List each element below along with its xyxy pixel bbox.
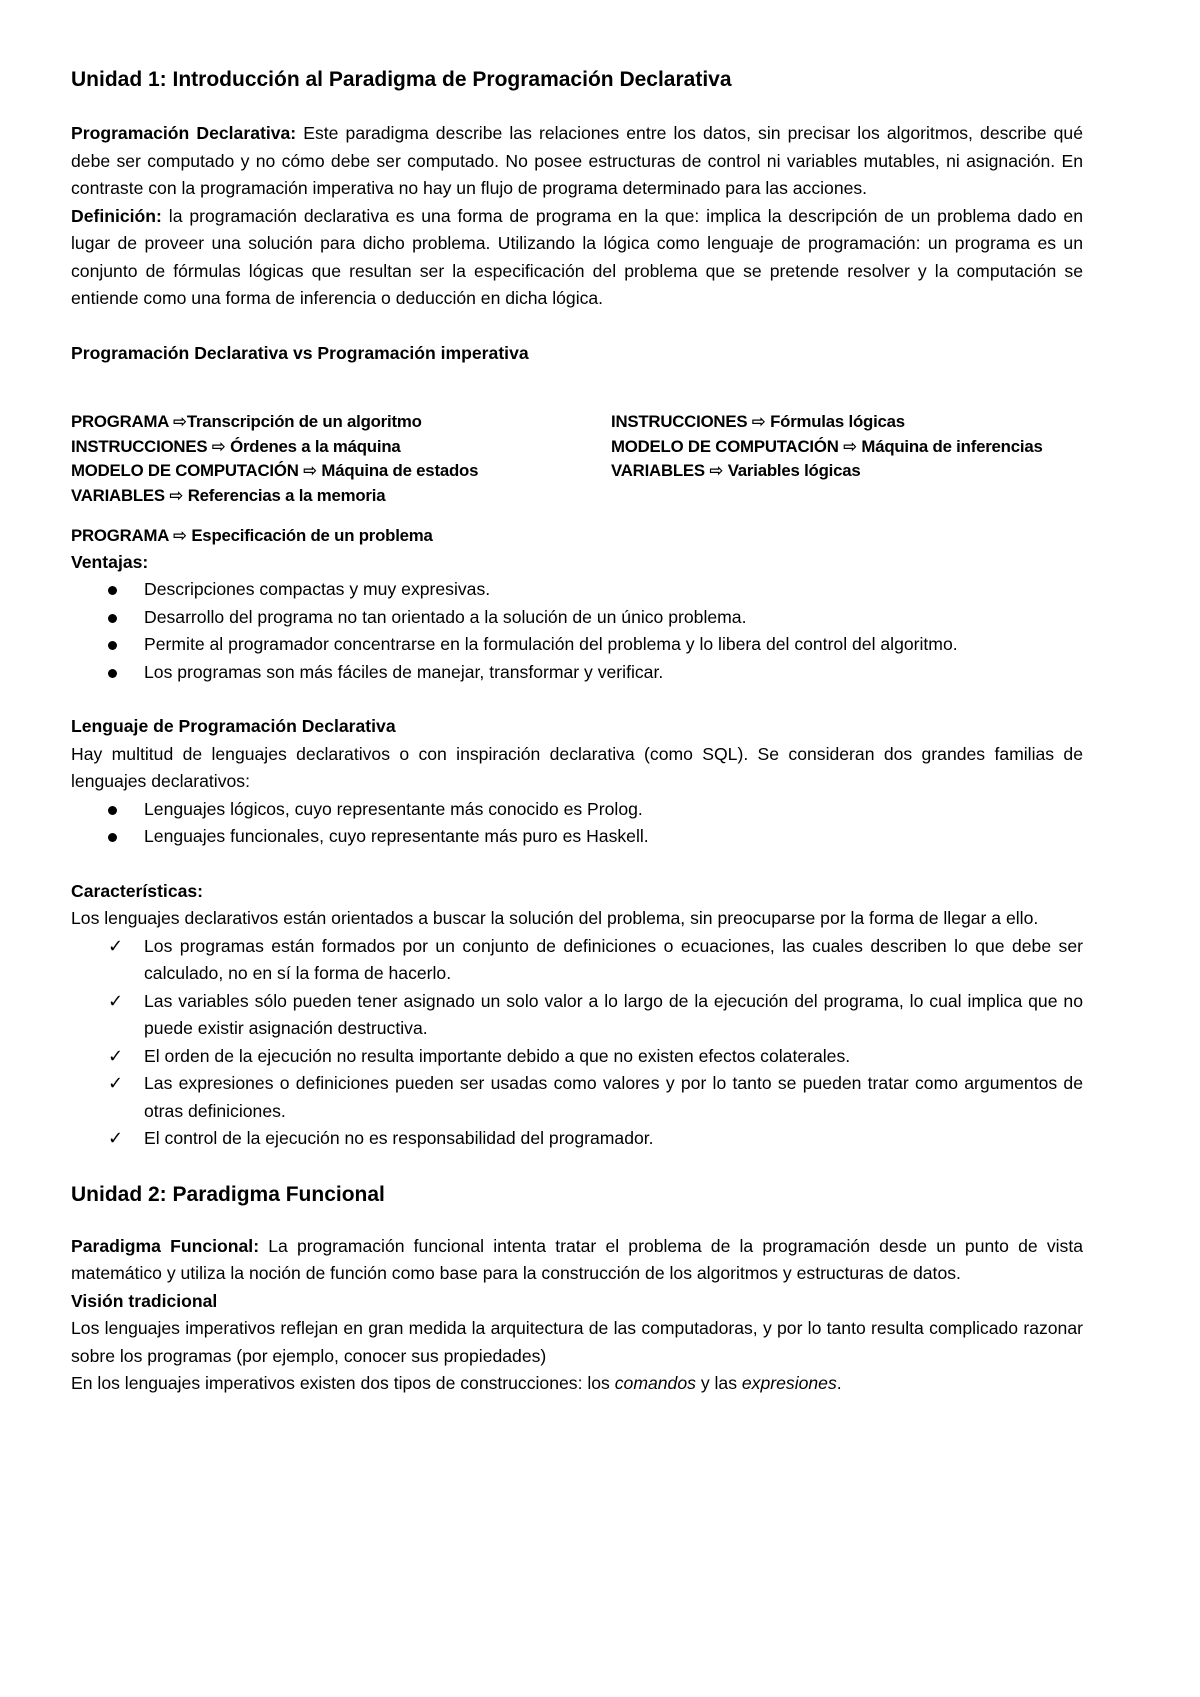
vs-heading: Programación Declarativa vs Programación imperativa (71, 342, 529, 363)
comandos-term: comandos (614, 1373, 696, 1393)
bullet-icon (108, 604, 117, 632)
bullet-icon (108, 631, 117, 659)
ventajas-list (71, 576, 1083, 686)
definition-label: Definición: (71, 205, 162, 226)
imperative-row: MODELO DE COMPUTACIÓN ⇨ Máquina de estados (71, 461, 479, 480)
declarative-column (611, 410, 1043, 484)
vision-heading: Visión tradicional (71, 1290, 218, 1311)
expresiones-term: expresiones (741, 1373, 837, 1393)
caracteristicas-heading: Características: (71, 880, 204, 901)
list-item: Lenguajes lógicos, cuyo representante más conocido es Prolog. (71, 796, 1083, 824)
list-item: ✓ El control de la ejecución no es responsabilidad del programador. (71, 1125, 1083, 1153)
check-icon: ✓ (108, 990, 124, 1012)
comparison-table (71, 410, 1083, 514)
lenguaje-heading: Lenguaje de Programación Declarativa (71, 716, 396, 736)
programa-spec: PROGRAMA ⇨ Especificación de un problema (71, 526, 433, 545)
list-item: Desarrollo del programa no tan orientado a la solución de un único problema. (71, 604, 1083, 632)
bullet-icon (108, 823, 117, 851)
caracteristicas-text: Los lenguajes declarativos están orientados a buscar la solución del problema, sin preocuparse por la forma de llegar a ello. (71, 908, 1039, 928)
ventajas-heading: Ventajas: (71, 551, 149, 572)
definition-paragraph (71, 203, 1083, 313)
funcional-label: Paradigma Funcional: (71, 1235, 260, 1256)
declarative-row: VARIABLES ⇨ Variables lógicas (611, 461, 861, 480)
list-item: ✓ El orden de la ejecución no resulta importante debido a que no existen efectos colaterales. (71, 1043, 1083, 1071)
imperative-row: INSTRUCCIONES ⇨ Órdenes a la máquina (71, 436, 401, 456)
list-item: ✓ Los programas están formados por un conjunto de definiciones o ecuaciones, las cuales describen lo que debe ser calculado, no en sí la forma de hacerlo. (71, 933, 1083, 988)
list-item: ✓ Las variables sólo pueden tener asignado un solo valor a lo largo de la ejecución del programa, lo cual implica que no puede existir asignación destructiva. (71, 988, 1083, 1043)
declarative-text: Este paradigma describe las relaciones entre los datos, sin precisar los algoritmos, describe qué debe ser computado y no cómo debe ser computado. No posee estructuras de control ni variables mutables, ni asignación. En contraste con la programación imperativa no hay un flujo de programa determinado para las acciones. (71, 123, 1083, 198)
familias-list (71, 796, 1083, 851)
caracteristicas-list (71, 933, 1083, 1153)
declarative-label: Programación Declarativa: (71, 123, 297, 143)
bullet-icon (108, 576, 117, 604)
definition-text: la programación declarativa es una forma de programa en la que: implica la descripción de un problema dado en lugar de proveer una solución para dicho problema. Utilizando la lógica como lenguaje de programación: un programa es un conjunto de fórmulas lógicas que resultan ser la especificación del problema que se pretende resolver y la computación se entiende como una forma de inferencia o deducción en dicha lógica. (71, 205, 1083, 308)
funcional-paragraph (71, 1233, 1083, 1288)
declarative-row: INSTRUCCIONES ⇨ Fórmulas lógicas (611, 412, 905, 431)
document-page (71, 66, 1083, 1398)
imperative-row: PROGRAMA ⇨Transcripción de un algoritmo (71, 412, 422, 431)
imperative-column (71, 410, 478, 508)
check-icon: ✓ (108, 935, 124, 957)
lenguaje-text: Hay multitud de lenguajes declarativos o con inspiración declarativa (como SQL). Se consideran dos grandes familias de lenguajes declarativos: (71, 743, 1083, 791)
declarative-row: MODELO DE COMPUTACIÓN ⇨ Máquina de inferencias (611, 436, 1043, 456)
bullet-icon (108, 659, 117, 687)
check-icon: ✓ (108, 1073, 124, 1094)
declarative-paragraph (71, 120, 1083, 203)
check-icon: ✓ (108, 1128, 124, 1149)
list-item: Los programas son más fáciles de manejar, transformar y verificar. (71, 659, 1083, 687)
bullet-icon (108, 796, 117, 824)
list-item: Lenguajes funcionales, cuyo representante más puro es Haskell. (71, 823, 1083, 851)
unit2-title: Unidad 2: Paradigma Funcional (71, 1182, 385, 1206)
vision-text: Los lenguajes imperativos reflejan en gran medida la arquitectura de las computadoras, y por lo tanto resulta complicado razonar sobre los programas (por ejemplo, conocer sus propiedades) (71, 1318, 1083, 1366)
list-item: ✓ Las expresiones o definiciones pueden ser usadas como valores y por lo tanto se pueden tratar como argumentos de otras definiciones. (71, 1070, 1083, 1125)
funcional-text: La programación funcional intenta tratar el problema de la programación desde un punto de vista matemático y utiliza la noción de función como base para la construcción de los algoritmos y estructuras de datos. (71, 1235, 1083, 1283)
list-item: Descripciones compactas y muy expresivas. (71, 576, 1083, 604)
constructions-paragraph: En los lenguajes imperativos existen dos tipos de construcciones: los comandos y las expresiones. (71, 1373, 842, 1393)
check-icon: ✓ (108, 1045, 124, 1067)
list-item: Permite al programador concentrarse en la formulación del problema y lo libera del control del algoritmo. (71, 631, 1083, 659)
unit1-title: Unidad 1: Introducción al Paradigma de Programación Declarativa (71, 68, 732, 91)
imperative-row: VARIABLES ⇨ Referencias a la memoria (71, 485, 386, 505)
